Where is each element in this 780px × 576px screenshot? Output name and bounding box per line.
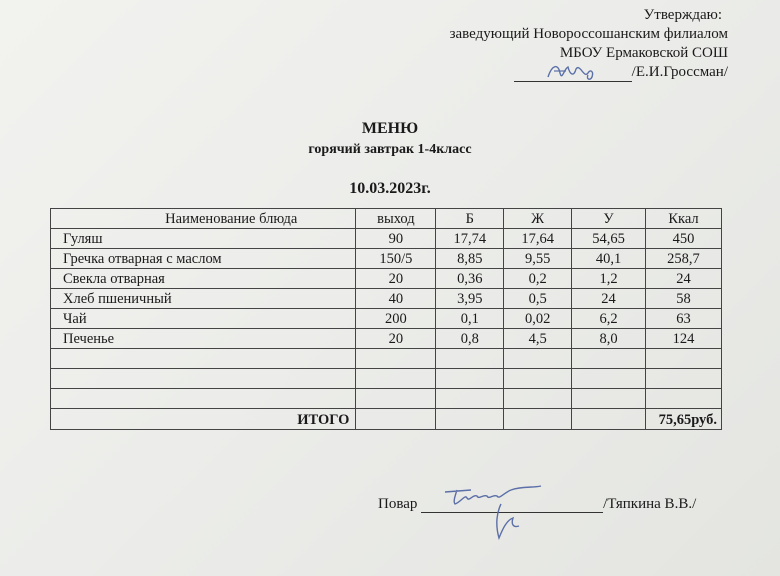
table-row xyxy=(51,349,722,369)
value-cell xyxy=(504,389,572,409)
value-cell: 3,95 xyxy=(436,289,504,309)
value-cell: 24 xyxy=(645,269,721,289)
column-header-protein: Б xyxy=(436,209,504,229)
value-cell xyxy=(572,389,646,409)
value-cell xyxy=(436,349,504,369)
cook-signature-block xyxy=(378,496,696,513)
value-cell: 8,0 xyxy=(572,329,646,349)
column-header-output: выход xyxy=(356,209,436,229)
value-cell: 40,1 xyxy=(572,249,646,269)
value-cell xyxy=(356,349,436,369)
column-header-dish: Наименование блюда xyxy=(51,209,356,229)
approval-signature-row xyxy=(368,63,728,82)
dish-name-cell: Чай xyxy=(51,309,356,329)
value-cell xyxy=(356,389,436,409)
total-empty-cell xyxy=(356,409,436,430)
value-cell xyxy=(436,369,504,389)
approval-director-name: /Е.И.Гроссман/ xyxy=(631,64,728,80)
value-cell: 9,55 xyxy=(504,249,572,269)
value-cell: 20 xyxy=(356,269,436,289)
value-cell xyxy=(356,369,436,389)
value-cell: 0,02 xyxy=(504,309,572,329)
value-cell xyxy=(572,369,646,389)
table-row xyxy=(51,309,722,329)
page-subtitle: горячий завтрак 1-4класс xyxy=(308,142,472,157)
dish-name-cell xyxy=(51,389,356,409)
dish-name-cell: Хлеб пшеничный xyxy=(51,289,356,309)
dish-name-cell: Печенье xyxy=(51,329,356,349)
dish-name-cell: Гуляш xyxy=(51,229,356,249)
table-row xyxy=(51,389,722,409)
menu-table xyxy=(50,208,722,430)
approval-heading: Утверждаю: xyxy=(643,7,722,23)
total-row xyxy=(51,409,722,430)
approval-school: МБОУ Ермаковской СОШ xyxy=(559,45,728,61)
table-row xyxy=(51,229,722,249)
value-cell: 63 xyxy=(645,309,721,329)
dish-name-cell: Гречка отварная с маслом xyxy=(51,249,356,269)
value-cell xyxy=(645,349,721,369)
approval-position: заведующий Новороссошанским филиалом xyxy=(449,26,728,42)
value-cell: 1,2 xyxy=(572,269,646,289)
approval-block xyxy=(368,6,728,82)
table-header-row xyxy=(51,209,722,229)
value-cell: 54,65 xyxy=(572,229,646,249)
value-cell: 40 xyxy=(356,289,436,309)
table-row xyxy=(51,249,722,269)
value-cell: 0,5 xyxy=(504,289,572,309)
value-cell: 6,2 xyxy=(572,309,646,329)
value-cell: 0,2 xyxy=(504,269,572,289)
value-cell: 450 xyxy=(645,229,721,249)
table-row xyxy=(51,269,722,289)
menu-date: 10.03.2023г. xyxy=(349,180,431,197)
total-empty-cell xyxy=(572,409,646,430)
value-cell: 58 xyxy=(645,289,721,309)
total-value: 75,65руб. xyxy=(645,409,721,430)
table-row xyxy=(51,329,722,349)
value-cell: 0,8 xyxy=(436,329,504,349)
cook-signature-line xyxy=(421,496,603,513)
column-header-carbs: У xyxy=(572,209,646,229)
director-signature-icon xyxy=(544,59,604,85)
column-header-fat: Ж xyxy=(504,209,572,229)
value-cell: 0,36 xyxy=(436,269,504,289)
value-cell: 17,64 xyxy=(504,229,572,249)
column-header-kcal: Ккал xyxy=(645,209,721,229)
total-label: ИТОГО xyxy=(51,409,356,430)
value-cell: 200 xyxy=(356,309,436,329)
dish-name-cell xyxy=(51,369,356,389)
dish-name-cell: Свекла отварная xyxy=(51,269,356,289)
total-empty-cell xyxy=(504,409,572,430)
value-cell xyxy=(504,369,572,389)
page-title: МЕНЮ xyxy=(361,120,419,137)
value-cell: 0,1 xyxy=(436,309,504,329)
value-cell: 17,74 xyxy=(436,229,504,249)
value-cell xyxy=(645,369,721,389)
value-cell: 20 xyxy=(356,329,436,349)
table-row xyxy=(51,289,722,309)
value-cell xyxy=(572,349,646,369)
value-cell: 24 xyxy=(572,289,646,309)
value-cell: 8,85 xyxy=(436,249,504,269)
table-row xyxy=(51,369,722,389)
value-cell: 258,7 xyxy=(645,249,721,269)
dish-name-cell xyxy=(51,349,356,369)
value-cell: 90 xyxy=(356,229,436,249)
value-cell xyxy=(504,349,572,369)
value-cell: 4,5 xyxy=(504,329,572,349)
value-cell: 124 xyxy=(645,329,721,349)
cook-signature-icon xyxy=(441,482,551,542)
cook-name: /Тяпкина В.В./ xyxy=(603,496,697,512)
cook-role-label: Повар xyxy=(378,496,418,512)
value-cell xyxy=(436,389,504,409)
approval-signature-line xyxy=(514,65,632,82)
value-cell xyxy=(645,389,721,409)
total-empty-cell xyxy=(436,409,504,430)
value-cell: 150/5 xyxy=(356,249,436,269)
